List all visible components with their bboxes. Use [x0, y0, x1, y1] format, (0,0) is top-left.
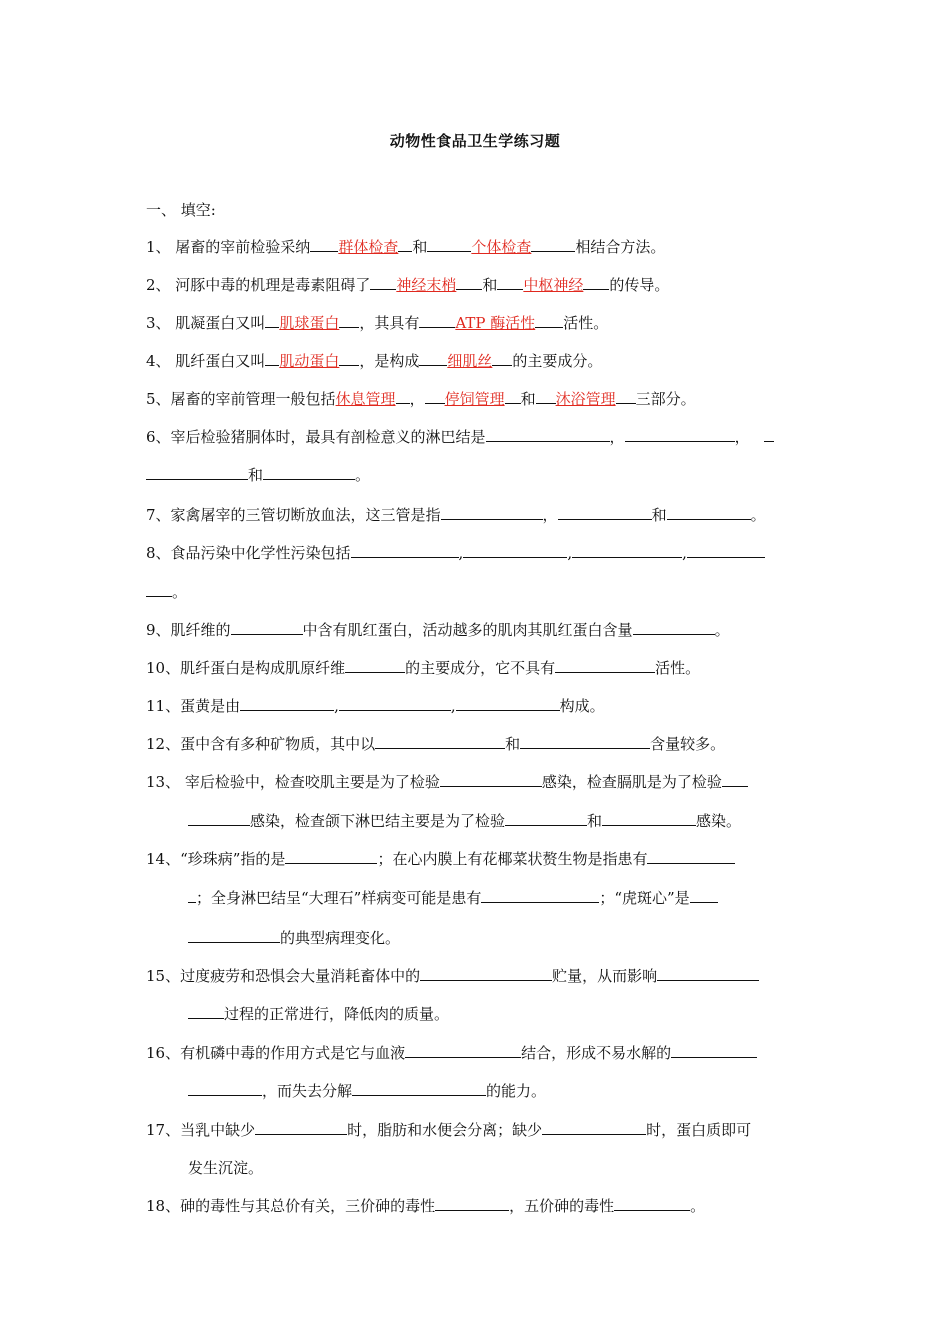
question-6-cont: 和 。 — [146, 465, 370, 485]
answer-5c: 沐浴管理 — [555, 390, 616, 408]
question-14-cont: ；全身淋巴结呈“大理石”样病变可能是患有 ；“虎斑心”是 — [188, 888, 718, 908]
question-14: 14、“珍珠病”指的是 ；在心内膜上有花椰菜状赘生物是指患有 — [146, 849, 735, 869]
answer-4b: 细肌丝 — [447, 352, 493, 370]
answer-1a: 群体检查 — [338, 238, 399, 256]
answer-5b: 停饲管理 — [444, 390, 505, 408]
question-14-cont2: 的典型病理变化。 — [188, 928, 400, 948]
question-7: 7、家禽屠宰的三管切断放血法，这三管是指 ， 和 。 — [146, 506, 766, 524]
question-9: 9、肌纤维的 中含有肌红蛋白，活动越多的肌肉其肌红蛋白含量 。 — [146, 621, 730, 639]
question-10: 10、肌纤蛋白是构成肌原纤维 的主要成分，它不具有 活性。 — [146, 659, 701, 677]
answer-2b: 中枢神经 — [523, 276, 584, 294]
question-13-cont: 感染，检查颌下淋巴结主要是为了检验 和 感染。 — [188, 811, 741, 831]
question-5: 5、屠畜的宰前管理一般包括休息管理 ， 停饲管理 和 沐浴管理 三部分。 — [146, 390, 696, 408]
question-2: 2、 河豚中毒的机理是毒素阻碍了 神经末梢 和 中枢神经 的传导。 — [146, 276, 670, 294]
question-1: 1、 屠畜的宰前检验采纳 群体检查 和 个体检查 相结合方法。 — [146, 238, 666, 256]
question-15: 15、过度疲劳和恐惧会大量消耗畜体中的 贮量，从而影响 — [146, 966, 759, 986]
answer-4a: 肌动蛋白 — [279, 352, 340, 370]
question-13: 13、 宰后检验中，检查咬肌主要是为了检验 感染，检查膈肌是为了检验 — [146, 772, 748, 792]
page-title: 动物性食品卫生学练习题 — [389, 132, 561, 150]
question-15-cont: 过程的正常进行，降低肉的质量。 — [188, 1004, 449, 1024]
question-12: 12、蛋中含有多种矿物质，其中以 和 含量较多。 — [146, 735, 726, 753]
question-16: 16、有机磷中毒的作用方式是它与血液 结合，形成不易水解的 — [146, 1043, 757, 1063]
question-8: 8、食品污染中化学性污染包括 , , , — [146, 543, 765, 563]
question-4: 4、 肌纤蛋白又叫 肌动蛋白 ，是构成 细肌丝 的主要成分。 — [146, 352, 603, 370]
question-8-cont: 。 — [146, 582, 187, 602]
answer-5a: 休息管理 — [335, 390, 396, 408]
answer-3b: ATP 酶活性 — [455, 314, 536, 332]
answer-3a: 肌球蛋白 — [279, 314, 340, 332]
question-6: 6、宰后检验猪胴体时，最具有剖检意义的淋巴结是 ， ， — [146, 427, 774, 447]
question-11: 11、蛋黄是由 , , 构成。 — [146, 697, 605, 715]
answer-2a: 神经末梢 — [396, 276, 457, 294]
question-17-cont: 发生沉淀。 — [188, 1159, 264, 1177]
answer-1b: 个体检查 — [471, 238, 532, 256]
question-17: 17、当乳中缺少 时，脂肪和水便会分离；缺少 时，蛋白质即可 — [146, 1121, 752, 1139]
question-18: 18、砷的毒性与其总价有关，三价砷的毒性 ，五价砷的毒性 。 — [146, 1197, 706, 1215]
question-3: 3、 肌凝蛋白又叫 肌球蛋白 ，其具有 ATP 酶活性 活性。 — [146, 314, 609, 332]
section-heading: 一、 填空: — [146, 201, 216, 219]
question-16-cont: ，而失去分解 的能力。 — [188, 1081, 546, 1101]
